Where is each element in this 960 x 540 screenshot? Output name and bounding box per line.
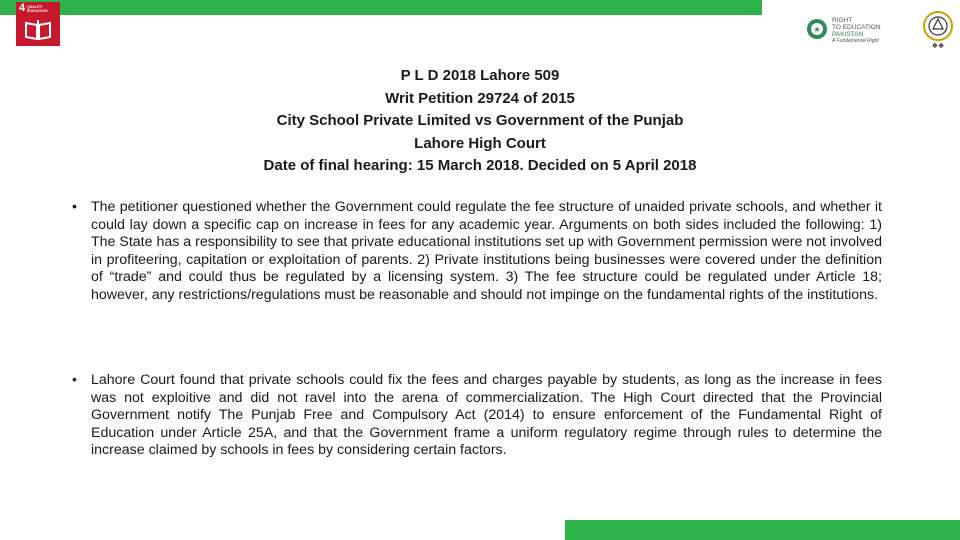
case-court: Lahore High Court (414, 134, 546, 152)
bullet-icon: • (72, 372, 77, 388)
sdg-4-badge (16, 2, 60, 46)
case-parties: City School Private Limited vs Government of the Punjab (276, 112, 684, 130)
court-seal-icon (921, 10, 955, 50)
bullet-text: The petitioner questioned whether the Government could regulate the fee structure of unaided private schools, and whether it could lay down a specific cap on increase in fees for any academic year. Arguments on both sides included the following: 1) The State has a responsibility to see that private educational institutions set up with Government permission were not involved in profiteering, capitation or exploitation of parents. 2) Private institutions being businesses were covered under the definition of “trade” and could thus be regulated by a licensing system. 3) The fee structure could be regulated under Article 18; however, any restrictions/regulations must be reasonable and should not impinge on the fundamental rights of the institutions. (91, 199, 882, 303)
svg-text:★: ★ (813, 25, 821, 34)
bullet-icon: • (72, 199, 77, 215)
rte-line-2: TO EDUCATION (832, 24, 881, 31)
book-icon (24, 20, 52, 40)
svg-text:❖❖: ❖❖ (931, 42, 945, 50)
top-accent-bar (0, 0, 762, 15)
bullet-list-2 (72, 372, 882, 460)
list-item (72, 199, 882, 304)
case-petition: Writ Petition 29724 of 2015 (385, 89, 575, 107)
case-citation: P L D 2018 Lahore 509 (400, 67, 560, 84)
rte-emblem-icon (806, 18, 828, 40)
sdg-label: QUALITY EDUCATION (27, 5, 48, 13)
bullet-list-1 (72, 199, 882, 304)
rte-line-3: PAKISTAN (832, 31, 864, 38)
rte-tagline: A Fundamental Right (832, 38, 879, 44)
sdg-number: 4 (19, 2, 26, 14)
case-dates: Date of final hearing: 15 March 2018. Decided on 5 April 2018 (263, 157, 697, 175)
case-heading (150, 65, 810, 178)
bottom-accent-bar (565, 520, 960, 540)
list-item (72, 372, 882, 460)
rte-line-1: RIGHT (832, 17, 853, 24)
bullet-text: Lahore Court found that private schools could fix the fees and charges payable by students, as long as the increase in fees was not exploitive and did not ravel into the arena of commercialization. The High Court directed that the Provincial Government notify The Punjab Free and Compulsory Act (2014) to ensure enforcement of the Fundamental Right of Education under Article 25A, and that the Government frame a uniform regulatory regime through rules to determine the increase claimed by schools in fees by considering certain factors. (91, 372, 882, 458)
right-to-education-logo (806, 14, 901, 50)
